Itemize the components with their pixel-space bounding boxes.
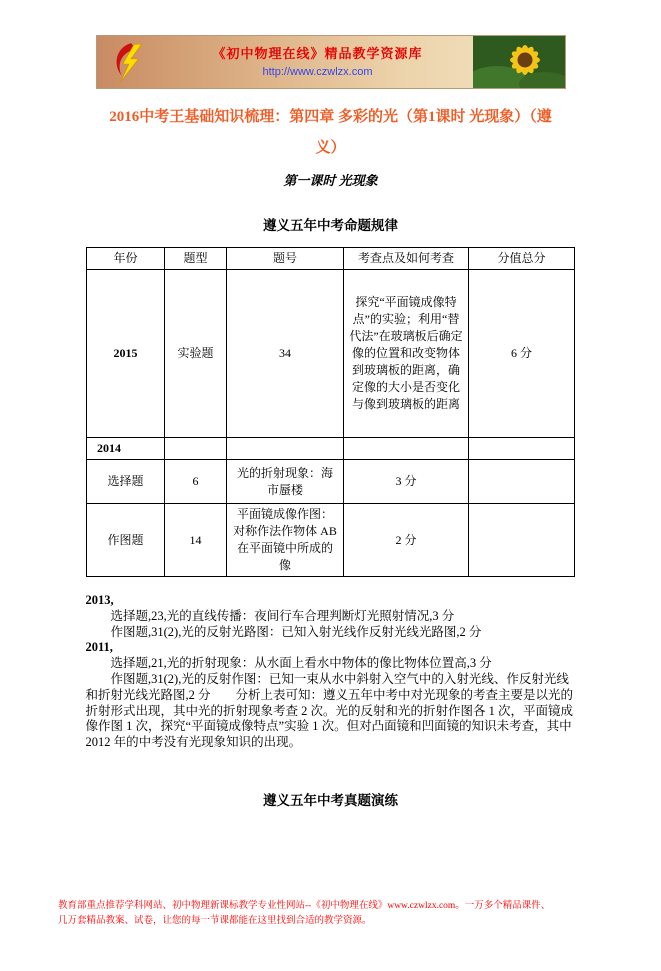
document-page — [0, 35, 661, 971]
history-analysis-paragraph: 作图题,31(2),光的反射作图：已知一束从水中斜射入空气中的入射光线、作反射光线和折射光线光路图,2 分 分析上表可知：遵义五年中考中对光现象的考查主要是以光的折射形式出现，其中光的折射现象考查 2 次。光的反射和光的折射作图各 1 次，平面镜成像作图 1 次，探究“平面镜成像特点”实验 1 次。但对凸面镜和凹面镜的知识未考查，其中 2012 年的中考没有光现象知识的出现。 — [85, 671, 574, 750]
lightning-logo-icon — [108, 41, 152, 83]
table-cell: 探究“平面镜成像特点”的实验；利用“替代法”在玻璃板后确定像的位置和改变物体到玻璃板的距离，确定像的大小是否变化与像到玻璃板的距离 — [344, 270, 469, 438]
table-cell — [469, 504, 575, 577]
lesson-subtitle: 第一课时 光现象 — [283, 173, 378, 188]
table-cell: 6 分 — [469, 270, 575, 438]
table-cell: 实验题 — [165, 270, 227, 438]
table-cell: 作图题 — [87, 504, 165, 577]
banner-title: 《初中物理在线》精品教学资源库 — [212, 46, 423, 61]
table-header-cell-number: 题号 — [227, 248, 344, 270]
year-label-2013: 2013, — [85, 593, 114, 607]
page-title-line-2: 义） — [315, 140, 346, 156]
page-title — [0, 102, 661, 164]
section-heading-practice: 遵义五年中考真题演练 — [263, 792, 398, 808]
footer-line-1: 教育部重点推荐学科网站、初中物理新课标教学专业性网站--《初中物理在线》www.czwlzx.com。一万多个精品课件、 — [58, 901, 551, 911]
section-heading-exam-pattern: 遵义五年中考命题规律 — [263, 218, 398, 233]
history-line: 选择题,23,光的直线传播：夜间行车合理判断灯光照射情况,3 分 — [110, 608, 455, 623]
table-cell — [165, 438, 227, 460]
table-row-choice-question — [87, 460, 575, 504]
table-row-2014 — [87, 438, 575, 460]
sunflower-icon — [473, 36, 565, 88]
table-cell: 34 — [227, 270, 344, 438]
exam-pattern-table — [86, 247, 575, 577]
banner-text-block — [163, 36, 473, 88]
table-cell: 14 — [165, 504, 227, 577]
site-banner — [96, 35, 566, 89]
table-cell — [469, 460, 575, 504]
table-cell: 2014 — [87, 438, 165, 460]
history-line: 选择题,21,光的折射现象：从水面上看水中物体的像比物体位置高,3 分 — [110, 656, 492, 671]
sunflower-photo — [473, 36, 565, 88]
table-header-cell-year: 年份 — [87, 248, 165, 270]
year-label-2011: 2011, — [85, 640, 113, 655]
table-cell — [227, 438, 344, 460]
table-cell: 选择题 — [87, 460, 165, 504]
table-header-cell-points: 考查点及如何考查 — [344, 248, 469, 270]
table-cell: 2015 — [87, 270, 165, 438]
table-cell — [469, 438, 575, 460]
table-cell: 光的折射现象：海市蜃楼 — [227, 460, 344, 504]
footer-line-2: 几万套精品教案、试卷，让您的每一节课都能在这里找到合适的教学资源。 — [58, 916, 372, 926]
past-exam-history — [86, 593, 576, 751]
page-footer — [58, 899, 603, 929]
banner-url-link[interactable]: http://www.czwlzx.com — [262, 66, 373, 78]
table-cell: 2 分 — [344, 504, 469, 577]
table-header-row — [87, 248, 575, 270]
table-cell: 平面镜成像作图：对称作法作物体 AB 在平面镜中所成的像 — [227, 504, 344, 577]
table-cell — [344, 438, 469, 460]
table-row-drawing-question — [87, 504, 575, 577]
history-line: 作图题,31(2),光的反射光路图：已知入射光线作反射光线光路图,2 分 — [110, 624, 482, 639]
page-title-line-1: 2016中考王基础知识梳理：第四章 多彩的光（第1课时 光现象）（遵 — [109, 109, 552, 125]
table-cell: 6 — [165, 460, 227, 504]
table-cell: 3 分 — [344, 460, 469, 504]
table-row-2015 — [87, 270, 575, 438]
table-header-cell-score: 分值总分 — [469, 248, 575, 270]
table-header-cell-type: 题型 — [165, 248, 227, 270]
site-logo — [97, 36, 163, 88]
